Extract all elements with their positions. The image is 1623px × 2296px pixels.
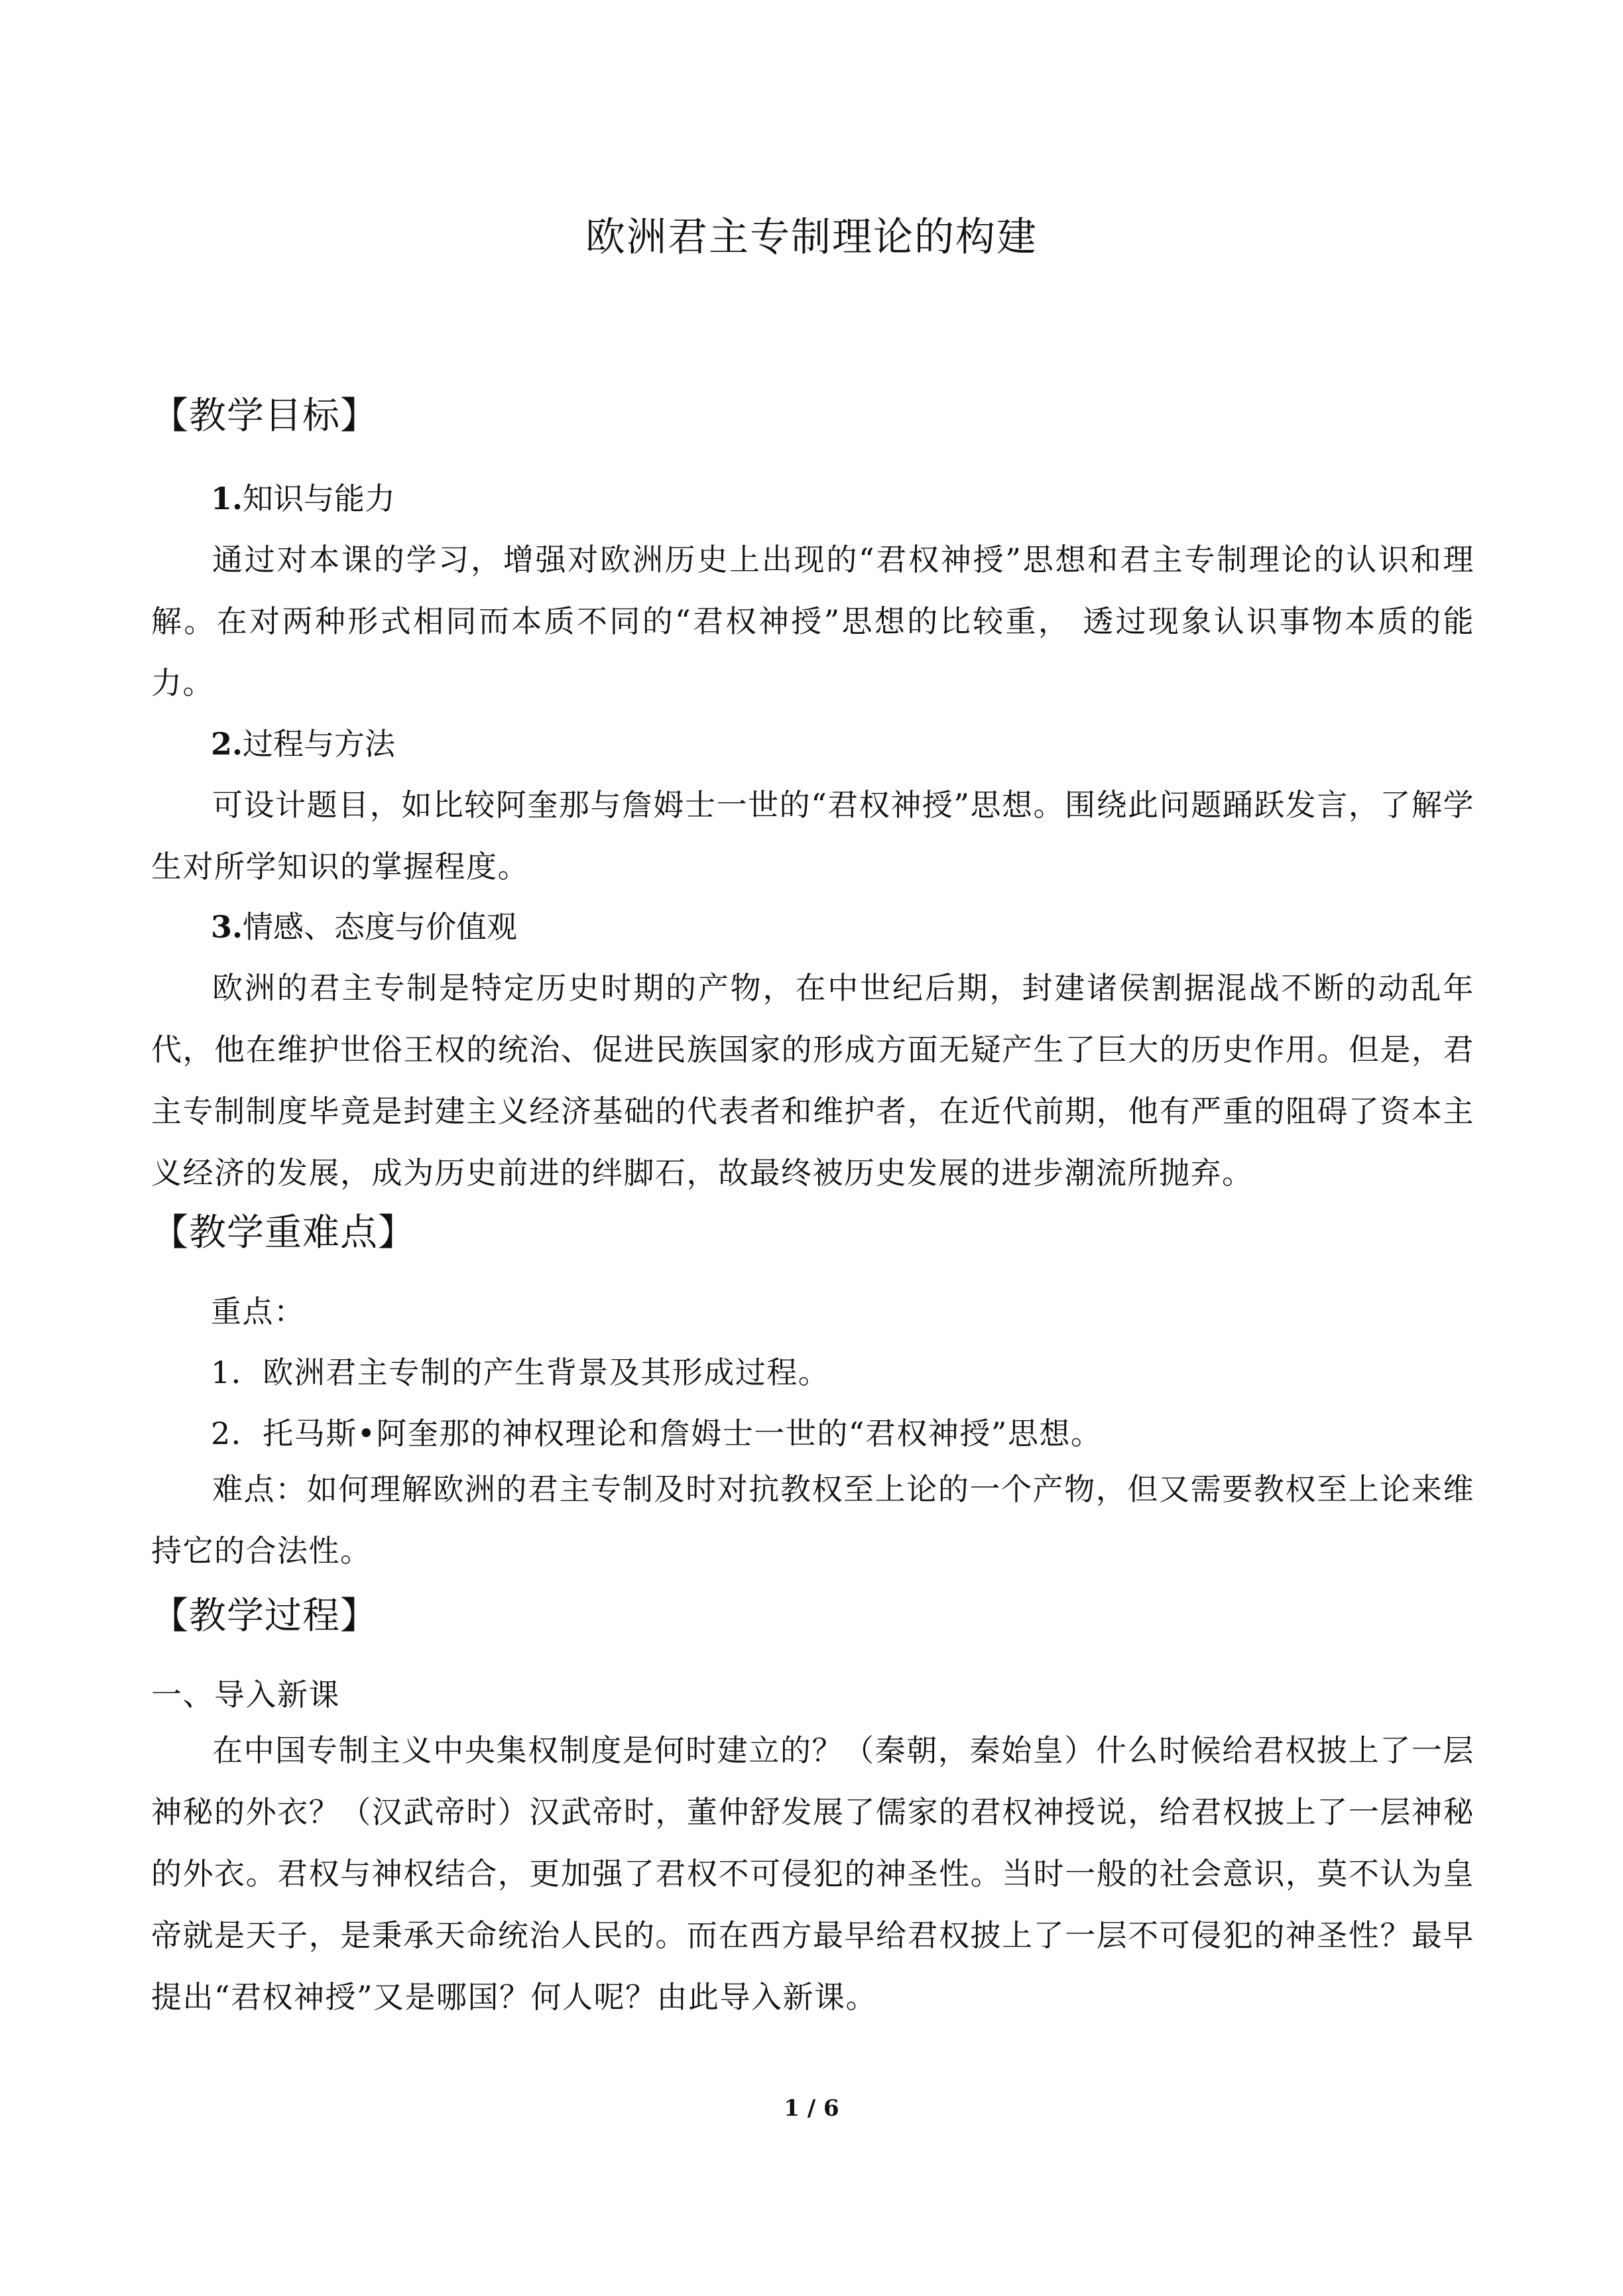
subheading-label: 过程与方法 [243, 726, 396, 762]
paragraph-knowledge: 通过对本课的学习，增强对欧洲历史上出现的“君权神授”思想和君主专制理论的认识和理解。在对两种形式相同而本质不同的“君权神授”思想的比较重， 透过现象认识事物本质的能力。 [151, 542, 1474, 701]
step-title-intro: 一、导入新课 [151, 1677, 340, 1713]
subheading-values [211, 907, 517, 947]
subheading-label: 知识与能力 [243, 481, 396, 516]
page-number: 1 / 6 [784, 2095, 839, 2122]
focus-item-2: 2．托马斯•阿奎那的神权理论和詹姆士一世的“君权神授”思想。 [211, 1416, 1103, 1451]
document-title: 欧洲君主专制理论的构建 [585, 214, 1038, 261]
subheading-knowledge [211, 479, 395, 518]
section-heading-objectives: 【教学目标】 [151, 394, 378, 438]
subheading-number: 3. [211, 909, 243, 945]
focus-label: 重点： [211, 1294, 306, 1329]
paragraph-values: 欧洲的君主专制是特定历史时期的产物，在中世纪后期，封建诸侯割据混战不断的动乱年代，他在维护世俗王权的统治、促进民族国家的形成方面无疑产生了巨大的历史作用。但是，君主专制制度毕竟是封建主义经济基础的代表者和维护者，在近代前期，他有严重的阻碍了资本主义经济的发展，成为历史前进的绊脚石，故最终被历史发展的进步潮流所抛弃。 [151, 970, 1474, 1191]
paragraph-intro: 在中国专制主义中央集权制度是何时建立的？（秦朝，秦始皇）什么时候给君权披上了一层神秘的外衣？（汉武帝时）汉武帝时，董仲舒发展了儒家的君权神授说，给君权披上了一层神秘的外衣。君权与神权结合，更加强了君权不可侵犯的神圣性。当时一般的社会意识，莫不认为皇帝就是天子，是秉承天命统治人民的。而在西方最早给君权披上了一层不可侵犯的神圣性？最早提出“君权神授”又是哪国？何人呢？由此导入新课。 [151, 1732, 1474, 2015]
paragraph-process: 可设计题目，如比较阿奎那与詹姆士一世的“君权神授”思想。围绕此问题踊跃发言，了解学生对所学知识的掌握程度。 [151, 787, 1474, 884]
paragraph-difficulty: 难点：如何理解欧洲的君主专制及时对抗教权至上论的一个产物，但又需要教权至上论来维持它的合法性。 [151, 1471, 1474, 1569]
subheading-number: 1. [211, 481, 243, 516]
subheading-label: 情感、态度与价值观 [243, 909, 518, 945]
subheading-process [211, 724, 395, 764]
section-heading-key-points: 【教学重难点】 [151, 1211, 416, 1254]
section-heading-process: 【教学过程】 [151, 1595, 378, 1638]
focus-item-1: 1．欧洲君主专制的产生背景及其形成过程。 [211, 1355, 830, 1390]
subheading-number: 2. [211, 726, 243, 762]
